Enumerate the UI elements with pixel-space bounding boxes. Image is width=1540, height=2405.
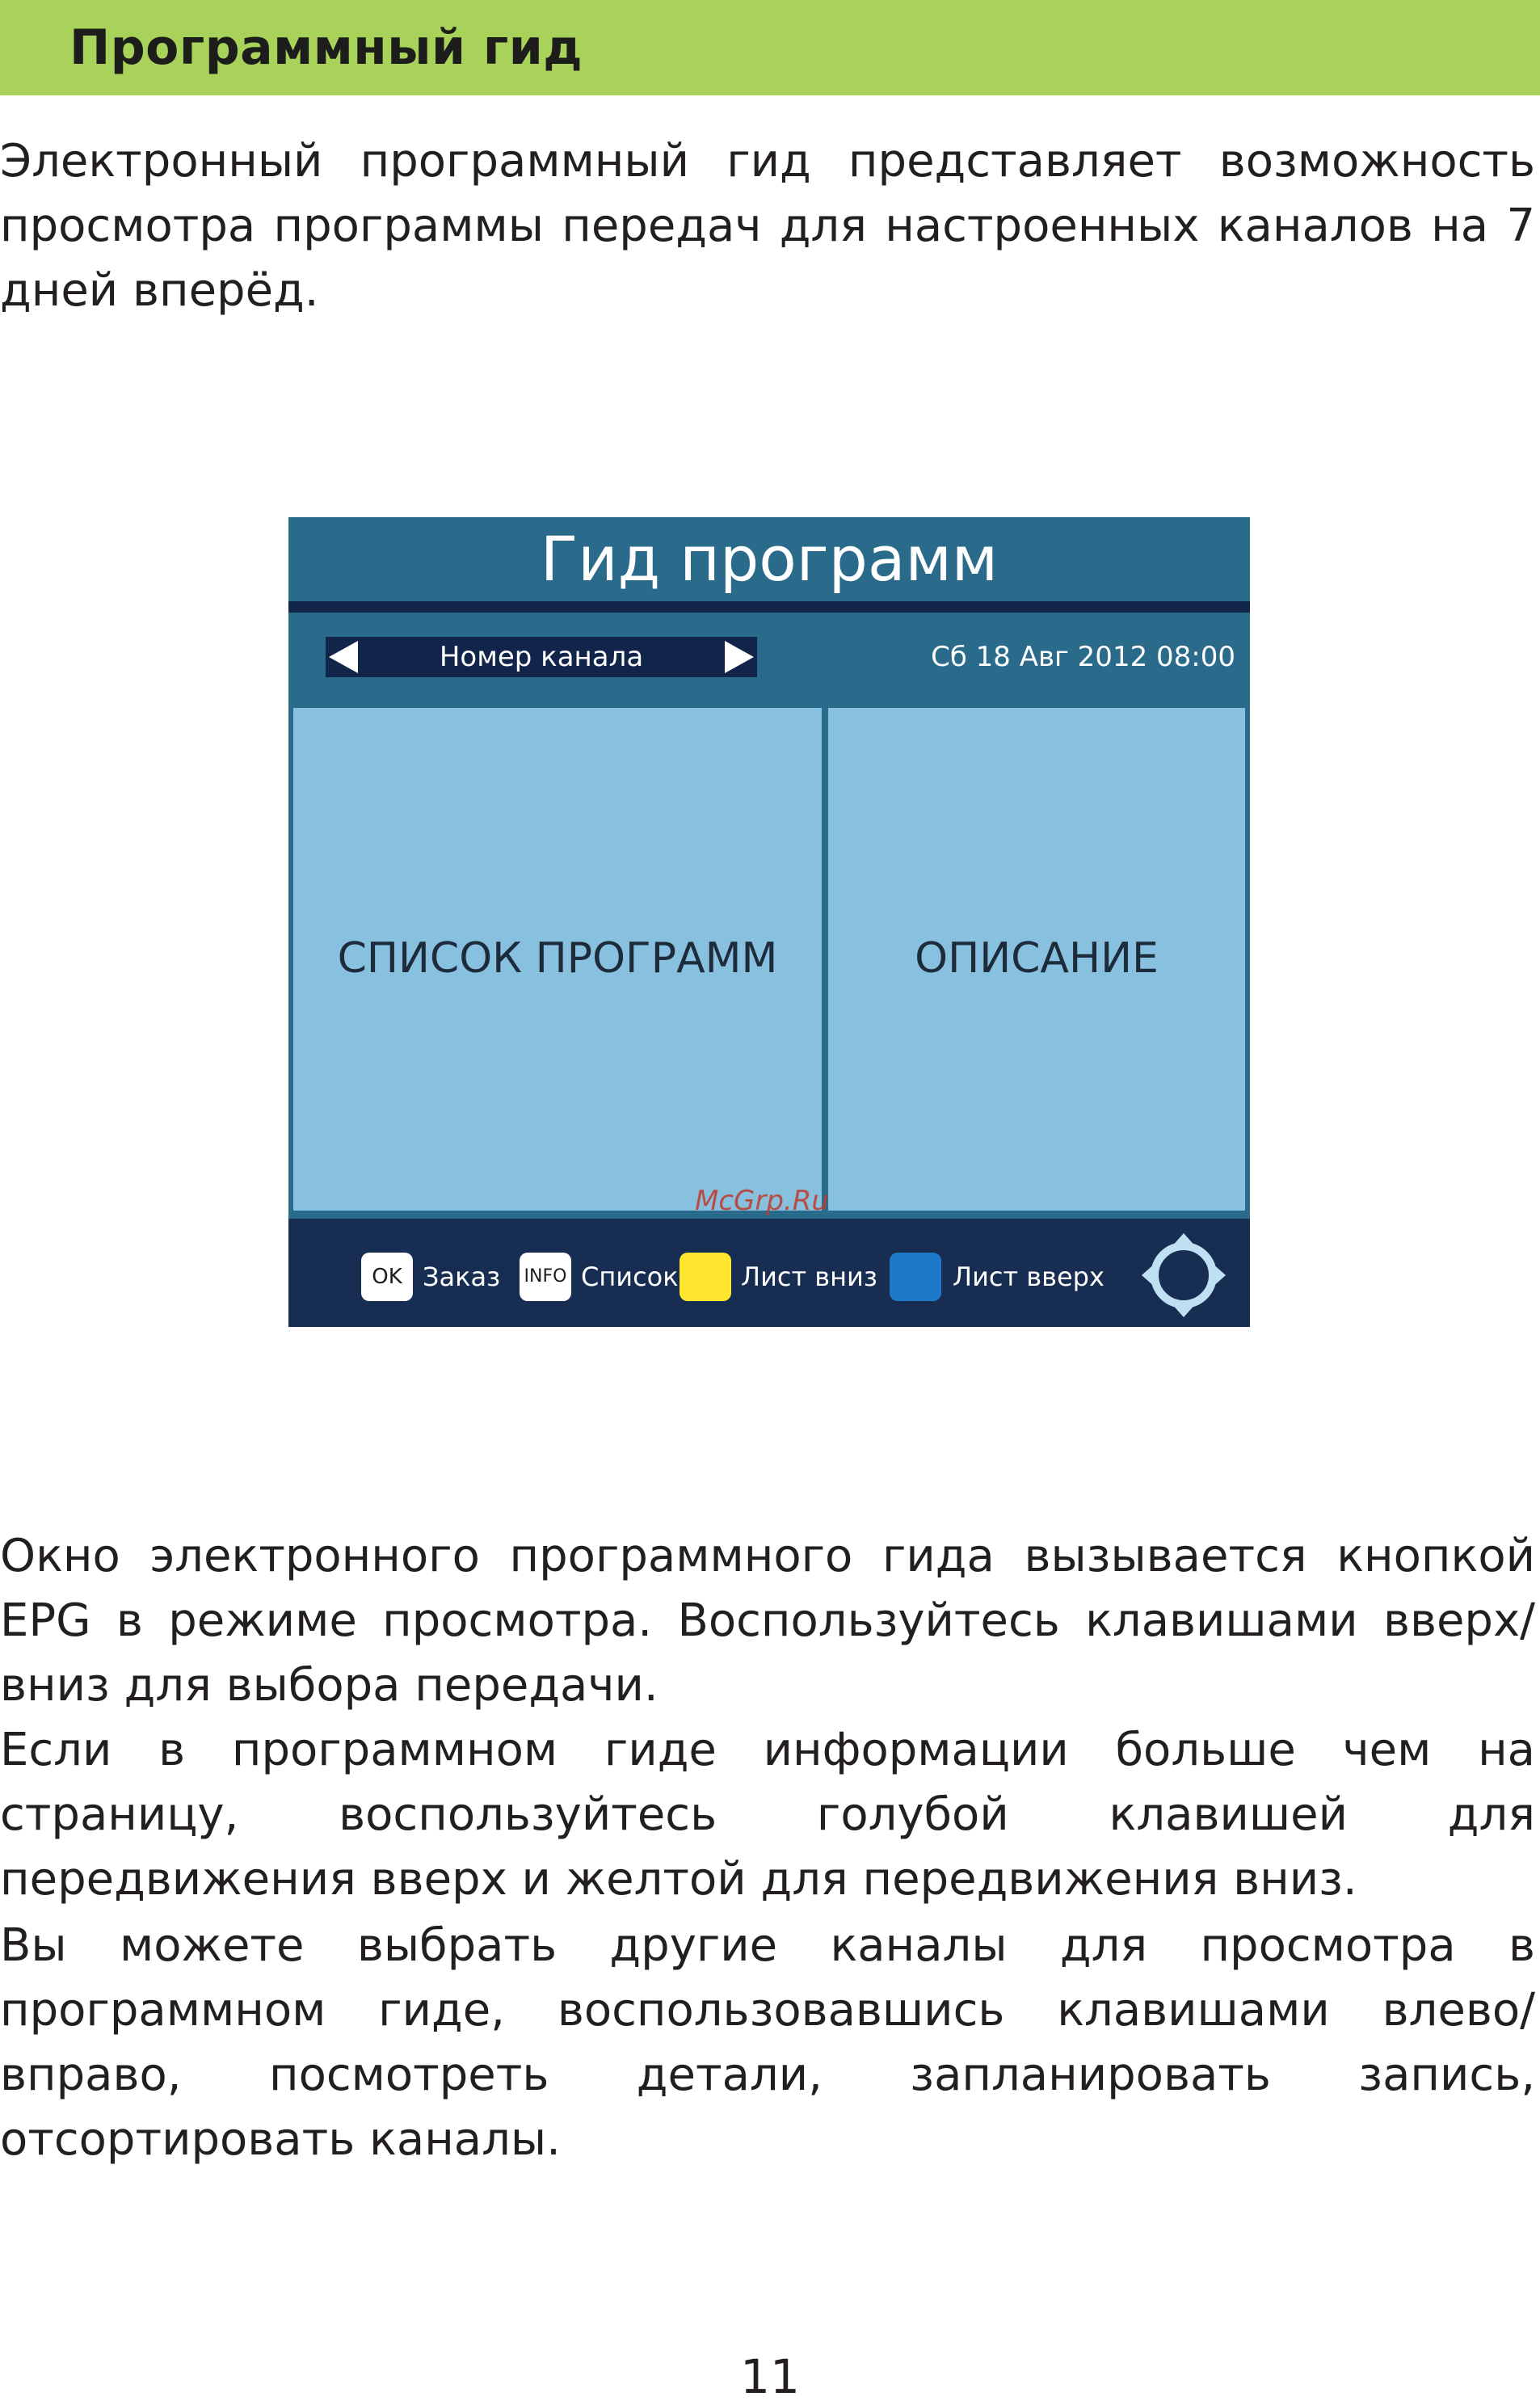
- channel-selector[interactable]: [326, 637, 757, 677]
- page-number: 11: [740, 2349, 800, 2404]
- title-divider: [288, 601, 1250, 613]
- blue-key[interactable]: [890, 1253, 941, 1301]
- intro-paragraph: Электронный программный гид представляет возможность просмотра программы передач для настроенных каналов на 7 дней вперёд.: [0, 135, 1535, 317]
- ok-key-label: Заказ: [423, 1261, 501, 1292]
- ok-key[interactable]: OK: [361, 1253, 413, 1301]
- paragraph-page-navigation: Если в программном гиде информации больше чем на страницу, воспользуйтесь голубой клавишей для передвижения вверх и желтой для передвижения вниз.: [0, 1724, 1535, 1906]
- blue-key-label: Лист вверх: [953, 1261, 1105, 1292]
- epg-footer: [288, 1219, 1250, 1327]
- datetime-display: Сб 18 Авг 2012 08:00: [931, 641, 1235, 673]
- epg-title: Гид программ: [540, 523, 999, 595]
- yellow-key-label: Лист вниз: [741, 1261, 877, 1292]
- arrow-left-icon[interactable]: [329, 641, 358, 673]
- watermark: McGrp.Ru: [695, 1185, 829, 1217]
- paragraph-epg-call: Окно электронного программного гида вызывается кнопкой EPG в режиме просмотра. Воспользуйтесь клавишами вверх/вниз для выбора передачи.: [0, 1530, 1535, 1712]
- paragraph-channel-selection: Вы можете выбрать другие каналы для просмотра в программном гиде, воспользовавшись клавишами влево/вправо, посмотреть детали, запланировать запись, отсортировать каналы.: [0, 1919, 1535, 2166]
- navigation-pad-icon: [1138, 1230, 1229, 1320]
- info-key[interactable]: INFO: [520, 1253, 571, 1301]
- section-title: Программный гид: [69, 19, 583, 76]
- yellow-key[interactable]: [680, 1253, 731, 1301]
- epg-title-bar: [288, 517, 1250, 601]
- arrow-right-icon[interactable]: [725, 641, 754, 673]
- description-panel: [828, 708, 1245, 1211]
- channel-selector-label: Номер канала: [439, 641, 644, 673]
- program-list-panel[interactable]: [293, 708, 822, 1211]
- section-header-bar: [0, 0, 1540, 95]
- description-label: ОПИСАНИЕ: [915, 934, 1159, 983]
- info-key-label: Список: [581, 1261, 679, 1292]
- program-list-label: СПИСОК ПРОГРАММ: [337, 934, 778, 983]
